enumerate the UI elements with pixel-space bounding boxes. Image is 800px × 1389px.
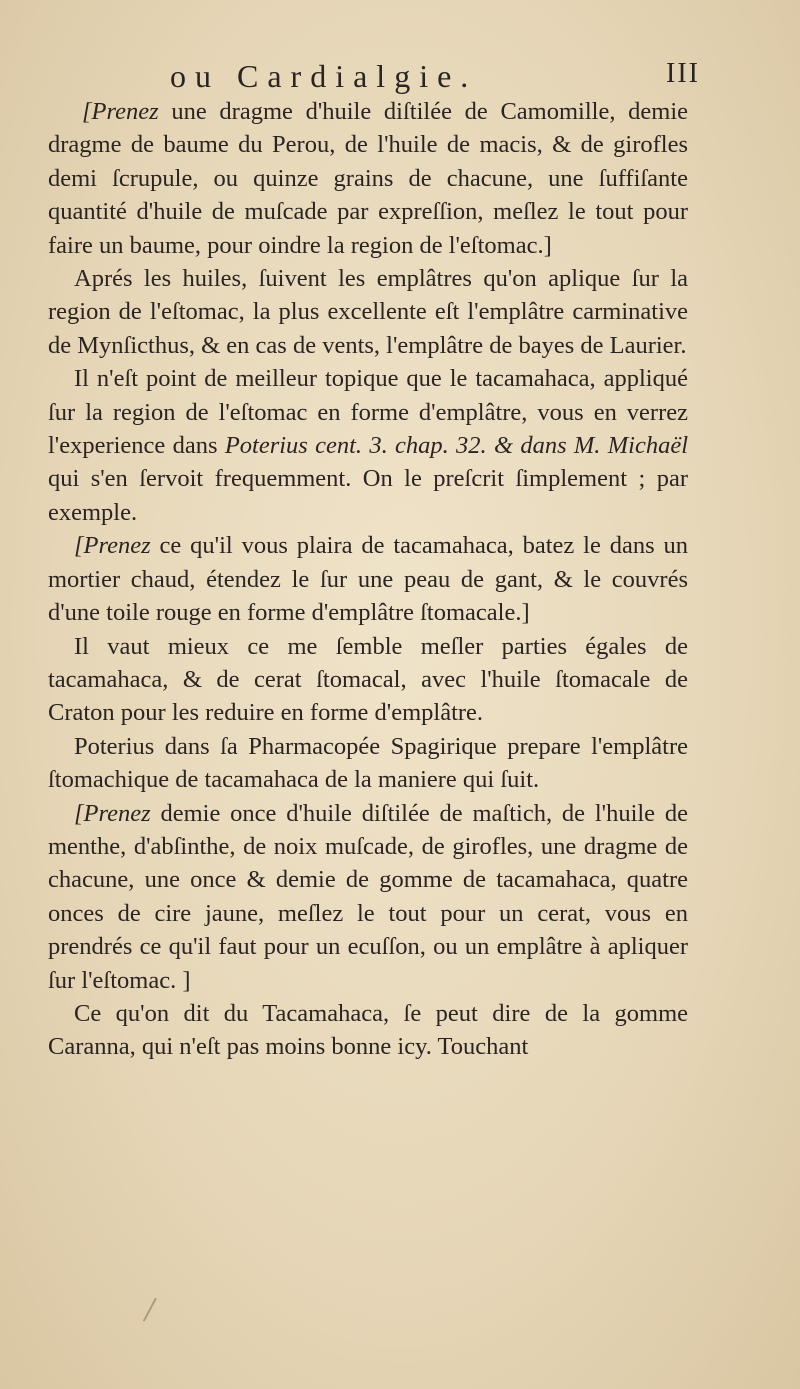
paragraph-text: Ce qu'on dit du Tacamahaca, ſe peut dire de la gomme Caranna, qui n'eſt pas moins bonne icy. Touchant — [48, 999, 688, 1061]
prescription-lead: [Prenez — [74, 799, 151, 827]
paragraph — [48, 95, 688, 262]
paragraph — [48, 630, 688, 730]
paragraph — [48, 529, 688, 629]
paragraph — [48, 262, 688, 362]
paragraph-text: Aprés les huiles, ſuivent les emplâtres qu'on aplique ſur la region de l'eſtomac, la plus excellente eſt l'emplâtre carminative de Mynſicthus, & en cas de vents, l'emplâtre de bayes de Laurier. — [48, 265, 688, 359]
citation: Poterius cent. 3. chap. 32. & dans M. Michaël — [224, 432, 688, 460]
paragraph — [48, 797, 688, 997]
prescription-lead: [Prenez — [82, 98, 159, 125]
prescription-lead: [Prenez — [74, 532, 151, 560]
paragraph-text: une dragme d'huile diſtilée de Camomille, demie dragme de baume du Perou, de l'huile de macis, & de girofles demi ſcrupule, ou quinze grains de chacune, une ſuffiſante quantité d'huile de muſcade par expreſſion, meſlez le tout pour faire un baume, pour oindre la region de l'eſtomac.] — [48, 98, 688, 259]
page-number: III — [666, 58, 700, 89]
paragraph — [48, 362, 688, 529]
paragraph-text: Il n'eſt point de meilleur topique que le tacamahaca, appliqué ſur la region de l'eſtomac en forme d'emplâtre, vous en verrez l'experience dans — [48, 365, 688, 460]
paragraph — [48, 997, 688, 1064]
paragraph-text: ce qu'il vous plaira de tacamahaca, batez le dans un mortier chaud, étendez le ſur une peau de gant, & le couvrés d'une toile rouge en forme d'emplâtre ſtomacale.] — [48, 532, 688, 627]
running-header — [170, 58, 700, 95]
paragraph-text-tail: qui s'en ſervoit frequemment. On le preſcrit ſimplement ; par exemple. — [48, 465, 688, 526]
running-title: ou Cardialgie. — [170, 58, 478, 94]
body-text — [48, 95, 688, 1064]
paragraph — [48, 730, 688, 797]
ink-mark — [143, 1298, 169, 1328]
paragraph-text: demie once d'huile diſtilée de maſtich, de l'huile de menthe, d'abſinthe, de noix muſcade, de girofles, une dragme de chacune, une once & demie de gomme de tacamahaca, quatre onces de cire jaune, meſlez le tout pour un cerat, vous en prendrés ce qu'il faut pour un ecuſſon, ou un emplâtre à apliquer ſur l'eſtomac. ] — [48, 799, 688, 994]
paragraph-text: Il vaut mieux ce me ſemble meſler parties égales de tacamahaca, & de cerat ſtomacal, avec l'huile ſtomacale de Craton pour les reduire en forme d'emplâtre. — [48, 632, 688, 727]
paragraph-text: Poterius dans ſa Pharmacopée Spagirique prepare l'emplâtre ſtomachique de tacamahaca de la maniere qui ſuit. — [48, 732, 688, 794]
